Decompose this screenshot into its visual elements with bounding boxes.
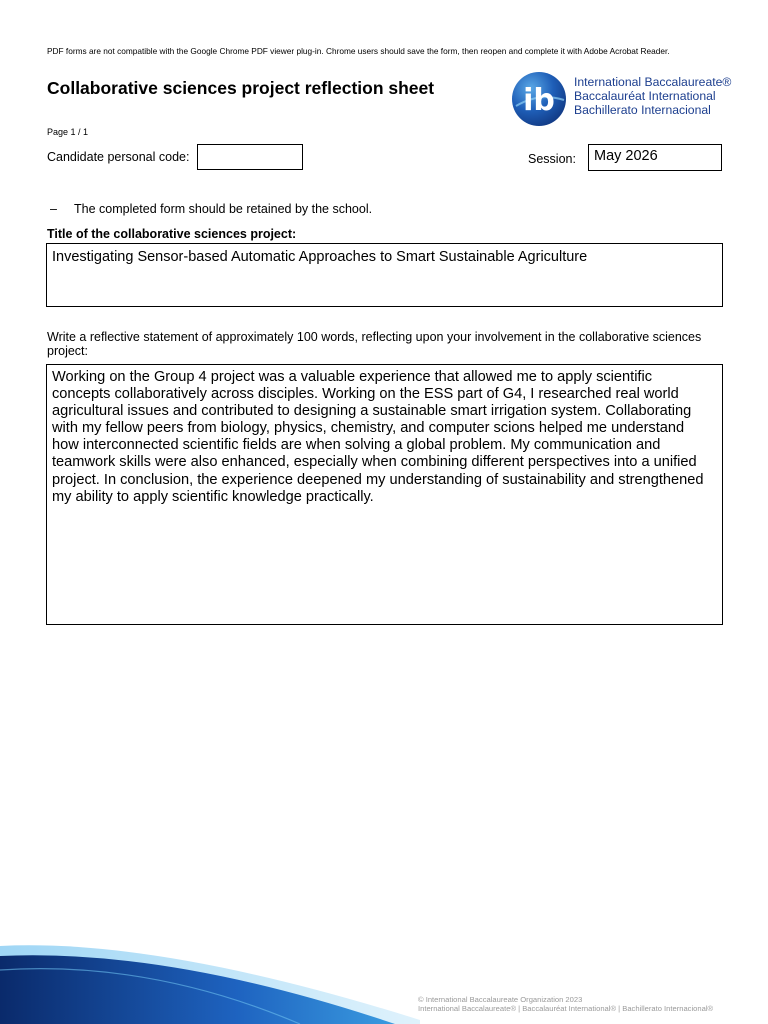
logo-line-french: Baccalauréat International (574, 89, 716, 103)
footer-copyright (418, 996, 713, 1013)
reflection-field[interactable]: Working on the Group 4 project was a valuable experience that allowed me to apply scientific concepts collaboratively across disciples. Working on the ESS part of G4, I researched real world agricultural issues and contributed to designing a sustainable smart irrigation system. Collaborating with my fellow peers from biology, physics, chemistry, and computer scions helped me understand how interconnected scientific fields are when solving a global problem. My communication and teamwork skills were also enhanced, especially when combining different perspectives into a unified project. In conclusion, the experience deepened my understanding of sustainability and strengthened my ability to apply scientific knowledge practically. (46, 364, 723, 625)
ib-globe-icon (510, 70, 568, 128)
candidate-code-field[interactable] (197, 144, 303, 170)
retention-note (50, 202, 372, 216)
pdf-compatibility-notice: PDF forms are not compatible with the Google Chrome PDF viewer plug-in. Chrome users should save the form, then reopen and complete it with Adobe Acrobat Reader. (47, 46, 670, 56)
ib-monogram: ib (523, 83, 555, 118)
footer-wave-graphic (0, 930, 420, 1024)
footer-copyright-line: © International Baccalaureate Organization 2023 (418, 995, 583, 1004)
project-title-field[interactable]: Investigating Sensor-based Automatic Approaches to Smart Sustainable Agriculture (46, 243, 723, 307)
ib-logo (510, 70, 732, 128)
page-number: Page 1 / 1 (47, 127, 89, 137)
retention-note-text: The completed form should be retained by the school. (74, 202, 373, 216)
footer-trademark-line: International Baccalaureate® | Baccalauréat International® | Bachillerato Internacional® (418, 1003, 714, 1013)
project-title-label: Title of the collaborative sciences project: (47, 227, 297, 241)
logo-line-spanish: Bachillerato Internacional (574, 103, 711, 117)
session-field[interactable]: May 2026 (588, 144, 722, 171)
candidate-code-label: Candidate personal code: (47, 150, 190, 164)
bullet-dash: – (50, 202, 57, 216)
logo-line-english: International Baccalaureate® (574, 75, 732, 89)
page-title: Collaborative sciences project reflection sheet (47, 78, 435, 98)
reflection-instruction: Write a reflective statement of approximately 100 words, reflecting upon your involvement in the collaborative sciences project: (47, 330, 702, 358)
ib-logo-text (574, 75, 731, 117)
session-label: Session: (528, 152, 576, 166)
